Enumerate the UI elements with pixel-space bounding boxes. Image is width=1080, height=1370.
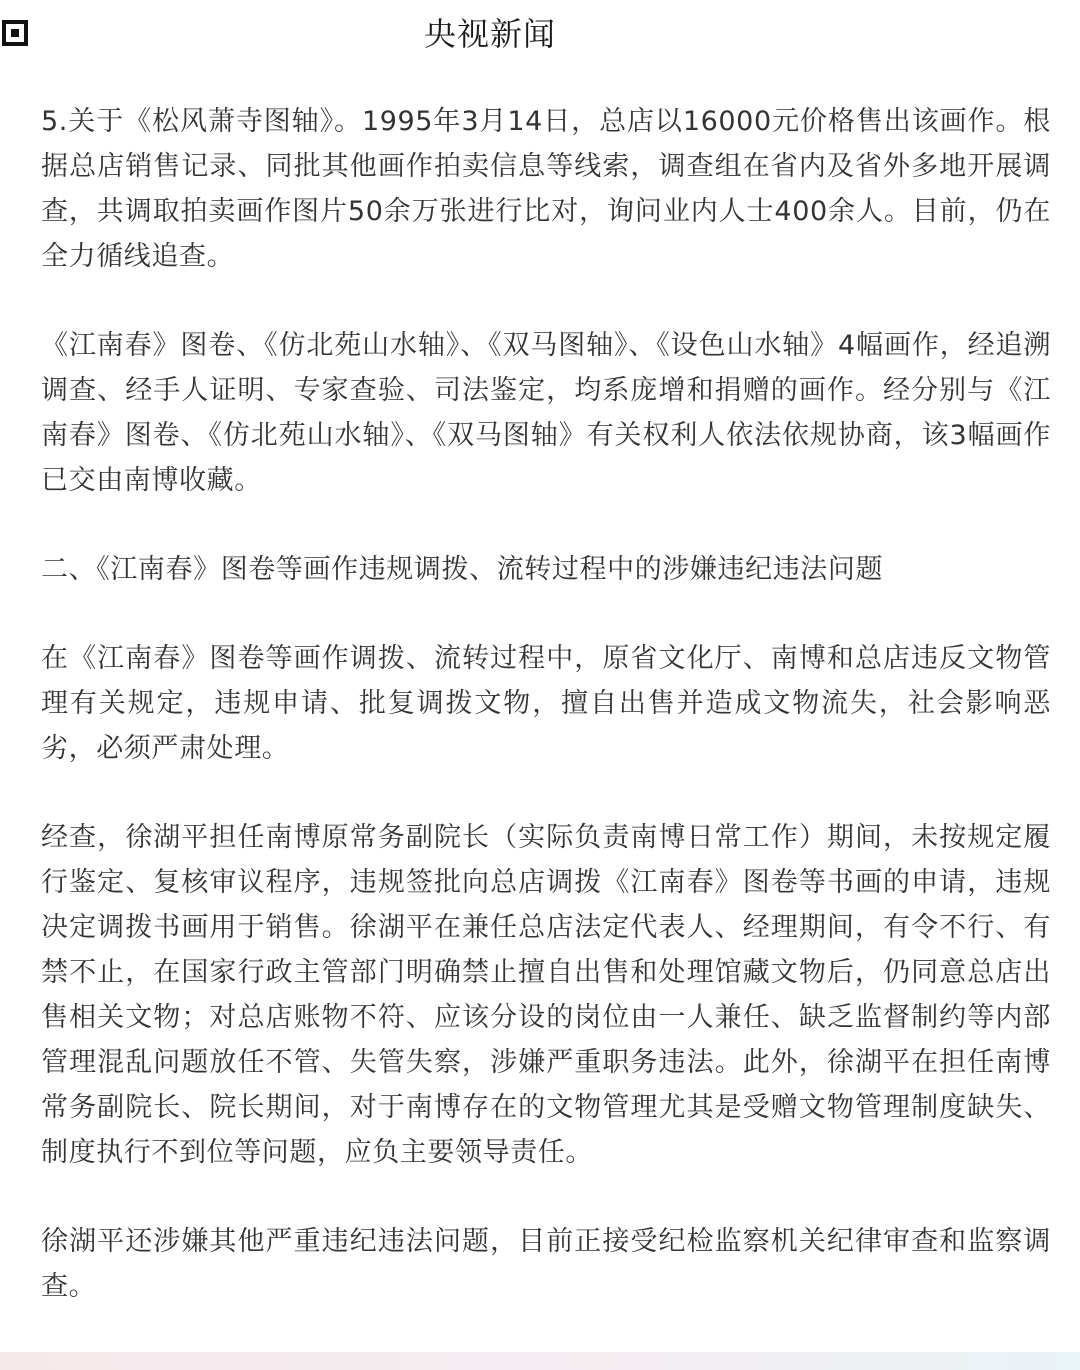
section-heading: 二、《江南春》图卷等画作违规调拨、流转过程中的涉嫌违纪违法问题	[41, 554, 884, 585]
article-paragraph-1: 5.关于《松风萧寺图轴》。1995年3月14日，总店以16000元价格售出该画作。根据总店销售记录、同批其他画作拍卖信息等线索，调查组在省内及省外多地开展调查，共调取拍卖画作图片50余万张进行比对，询问业内人士400余人。目前，仍在全力循线追查。	[41, 106, 1051, 272]
article-paragraph-4: 经查，徐湖平担任南博原常务副院长（实际负责南博日常工作）期间，未按规定履行鉴定、复核审议程序，违规签批向总店调拨《江南春》图卷等书画的申请，违规决定调拨书画用于销售。徐湖平在兼任总店法定代表人、经理期间，有令不行、有禁不止，在国家行政主管部门明确禁止擅自出售和处理馆藏文物后，仍同意总店出售相关文物；对总店账物不符、应该分设的岗位由一人兼任、缺乏监督制约等内部管理混乱问题放任不管、失管失察，涉嫌严重职务违法。此外，徐湖平在担任南博常务副院长、院长期间，对于南博存在的文物管理尤其是受赠文物管理制度缺失、制度执行不到位等问题，应负主要领导责任。	[41, 822, 1051, 1168]
article-paragraph-3: 在《江南春》图卷等画作调拨、流转过程中，原省文化厅、南博和总店违反文物管理有关规定，违规申请、批复调拨文物，擅自出售并造成文物流失，社会影响恶劣，必须严肃处理。	[41, 643, 1051, 764]
article-paragraph-5: 徐湖平还涉嫌其他严重违纪违法问题，目前正接受纪检监察机关纪律审查和监察调查。	[41, 1226, 1051, 1302]
page-title: 央视新闻	[423, 15, 556, 53]
bottom-edge-strip	[0, 1352, 1080, 1370]
top-bar	[0, 0, 1080, 66]
article-paragraph-2: 《江南春》图卷、《仿北苑山水轴》、《双马图轴》、《设色山水轴》4幅画作，经追溯调查、经手人证明、专家查验、司法鉴定，均系庞增和捐赠的画作。经分别与《江南春》图卷、《仿北苑山水轴》、《双马图轴》有关权利人依法依规协商，该3幅画作已交由南博收藏。	[41, 330, 1051, 496]
article-body	[41, 99, 1051, 1353]
